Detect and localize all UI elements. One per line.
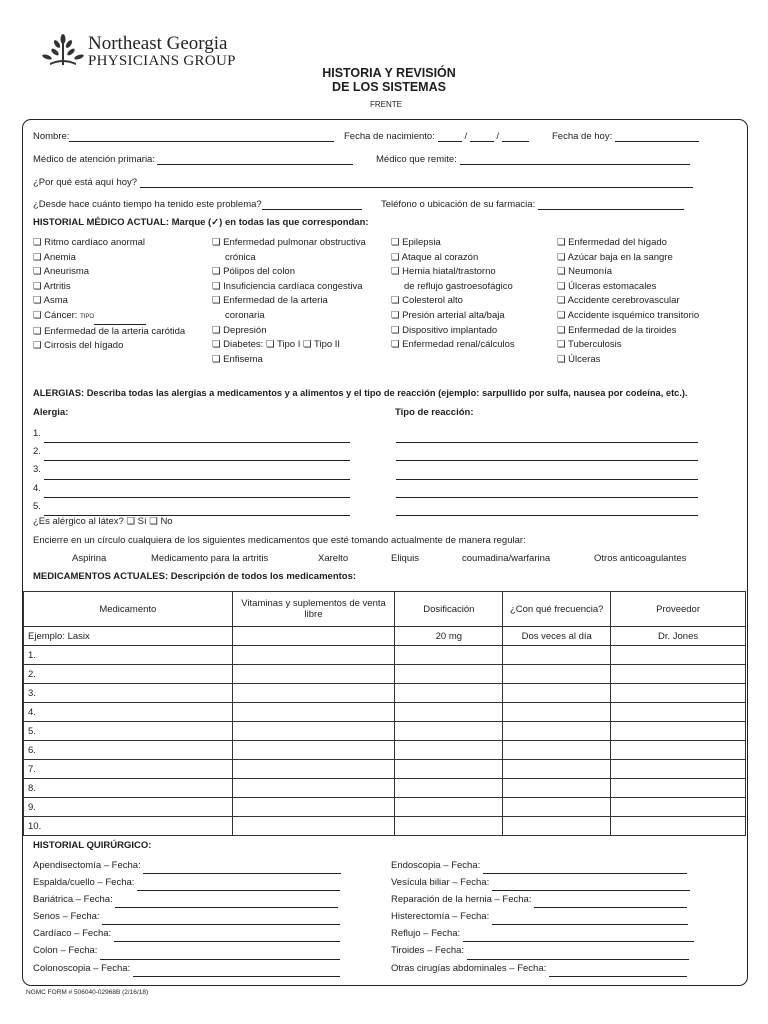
history-item[interactable]: ❏ Cirrosis del hígado <box>33 339 185 354</box>
history-item[interactable]: ❏ Ataque al corazón <box>391 251 515 266</box>
history-item[interactable]: ❏ Azúcar baja en la sangre <box>557 251 699 266</box>
table-row[interactable] <box>24 646 746 665</box>
row-number: 6. <box>24 741 233 760</box>
table-cell[interactable] <box>611 684 746 703</box>
row-number: 9. <box>24 798 233 817</box>
table-cell: Dr. Jones <box>611 627 746 646</box>
allergies-title: ALERGIAS: Describa todas las alergias a medicamentos y a alimentos y el tipo de reacción (ejemplo: sarpullido por sulfa, nausea por codeína, etc.). <box>33 388 688 398</box>
history-item[interactable]: ❏ Enfermedad de la arteria <box>212 294 366 309</box>
history-item[interactable]: ❏ Ritmo cardíaco anormal <box>33 236 185 251</box>
history-item[interactable]: ❏ Depresión <box>212 324 366 339</box>
history-item[interactable]: ❏ Enfermedad renal/cálculos <box>391 338 515 353</box>
table-row[interactable] <box>24 798 746 817</box>
table-cell[interactable] <box>503 646 611 665</box>
allergy-lines <box>33 425 350 516</box>
history-item-diabetes[interactable]: ❏ Diabetes: ❏ Tipo I ❏ Tipo II <box>212 338 366 353</box>
table-cell[interactable] <box>503 817 611 836</box>
history-item[interactable]: ❏ Insuficiencia cardíaca congestiva <box>212 280 366 295</box>
table-cell[interactable] <box>611 665 746 684</box>
table-cell[interactable] <box>232 760 395 779</box>
table-cell[interactable] <box>503 741 611 760</box>
history-item[interactable]: ❏ Úlceras estomacales <box>557 280 699 295</box>
allergy-row[interactable]: 5. <box>33 498 350 516</box>
allergy-row[interactable]: 2. <box>33 443 350 461</box>
surgical-left <box>33 857 341 977</box>
med-option[interactable]: Otros anticoagulantes <box>594 553 687 564</box>
table-cell <box>232 627 395 646</box>
col-header: Vitaminas y suplementos de venta libre <box>232 592 395 627</box>
history-col4 <box>557 236 699 367</box>
history-item[interactable]: ❏ Asma <box>33 294 185 309</box>
med-option[interactable]: Eliquis <box>391 553 419 564</box>
latex-yes-checkbox[interactable]: ❏ Sí <box>126 516 146 527</box>
row-number: 3. <box>24 684 233 703</box>
history-item[interactable]: ❏ Neumonía <box>557 265 699 280</box>
table-cell[interactable] <box>395 741 503 760</box>
dob-label: Fecha de nacimiento: <box>344 131 435 142</box>
history-item[interactable]: ❏ Aneurisma <box>33 265 185 280</box>
table-cell[interactable] <box>232 741 395 760</box>
table-row-example <box>24 627 746 646</box>
allergy-row[interactable]: 1. <box>33 425 350 443</box>
table-row[interactable] <box>24 722 746 741</box>
row-number: 1. <box>24 646 233 665</box>
history-item[interactable]: ❏ Accidente cerebrovascular <box>557 294 699 309</box>
row-number: 4. <box>24 703 233 722</box>
table-cell[interactable] <box>503 722 611 741</box>
surgery-field[interactable]: Vesícula biliar – Fecha: <box>391 874 694 891</box>
table-cell[interactable] <box>503 703 611 722</box>
history-item[interactable]: ❏ Colesterol alto <box>391 294 515 309</box>
row-number: 10. <box>24 817 233 836</box>
table-cell[interactable] <box>395 779 503 798</box>
reaction-row[interactable] <box>396 498 698 516</box>
col-header: Dosificación <box>395 592 503 627</box>
circle-instructions: Encierre en un círculo cualquiera de los siguientes medicamentos que esté tomando actualmente de manera regular: <box>33 535 526 546</box>
pharmacy-field[interactable] <box>381 199 684 210</box>
allergy-row[interactable]: 4. <box>33 480 350 498</box>
surgery-field[interactable]: Espalda/cuello – Fecha: <box>33 874 341 891</box>
history-item[interactable]: ❏ Epilepsia <box>391 236 515 251</box>
table-cell: 20 mg <box>395 627 503 646</box>
history-col3 <box>391 236 515 353</box>
surgery-field[interactable]: Senos – Fecha: <box>33 908 341 925</box>
history-item[interactable]: ❏ Dispositivo implantado <box>391 324 515 339</box>
row-number: 8. <box>24 779 233 798</box>
diabetes-type2-checkbox[interactable]: ❏ Tipo II <box>303 339 340 350</box>
med-option[interactable]: Aspirina <box>72 553 107 564</box>
how-long-field[interactable] <box>33 199 362 210</box>
table-cell[interactable] <box>232 665 395 684</box>
reaction-row[interactable] <box>396 425 698 443</box>
table-cell: Ejemplo: Lasix <box>24 627 233 646</box>
table-cell[interactable] <box>395 798 503 817</box>
history-item[interactable]: ❏ Hernia hiatal/trastorno <box>391 265 515 280</box>
surgery-field[interactable]: Cardíaco – Fecha: <box>33 925 341 942</box>
history-item-cancer[interactable]: ❏ Cáncer: TIPO <box>33 309 185 325</box>
table-cell[interactable] <box>232 684 395 703</box>
allergy-col-header: Alergia: <box>33 407 69 418</box>
table-cell[interactable] <box>611 779 746 798</box>
med-option[interactable]: Medicamento para la artritis <box>151 553 269 564</box>
table-cell[interactable] <box>611 760 746 779</box>
table-cell[interactable] <box>503 684 611 703</box>
table-cell[interactable] <box>611 703 746 722</box>
history-title: HISTORIAL MÉDICO ACTUAL: Marque (✓) en todas las que correspondan: <box>33 217 369 228</box>
history-item[interactable]: ❏ Artritis <box>33 280 185 295</box>
pcp-label: Médico de atención primaria: <box>33 154 155 165</box>
reaction-row[interactable] <box>396 480 698 498</box>
table-cell[interactable] <box>503 665 611 684</box>
diabetes-type1-checkbox[interactable]: ❏ Tipo I <box>266 339 300 350</box>
surgery-field[interactable]: Otras cirugías abdominales – Fecha: <box>391 960 694 977</box>
logo-line2: PHYSICIANS GROUP <box>88 53 236 69</box>
table-row[interactable] <box>24 741 746 760</box>
surgery-field[interactable]: Histerectomía – Fecha: <box>391 908 694 925</box>
table-cell[interactable] <box>395 646 503 665</box>
history-item[interactable]: ❏ Accidente isquémico transitorio <box>557 309 699 324</box>
table-cell[interactable] <box>232 722 395 741</box>
surgery-field[interactable]: Apendisectomía – Fecha: <box>33 857 341 874</box>
table-cell: Dos veces al día <box>503 627 611 646</box>
surgery-field[interactable]: Endoscopia – Fecha: <box>391 857 694 874</box>
med-option[interactable]: Xarelto <box>318 553 349 564</box>
table-cell[interactable] <box>611 646 746 665</box>
reaction-row[interactable] <box>396 443 698 461</box>
referring-field[interactable] <box>376 154 690 165</box>
reaction-row[interactable] <box>396 461 698 479</box>
today-label: Fecha de hoy: <box>552 131 613 142</box>
today-field[interactable] <box>552 131 699 142</box>
allergy-row[interactable]: 3. <box>33 461 350 479</box>
table-row[interactable] <box>24 760 746 779</box>
table-row[interactable] <box>24 684 746 703</box>
latex-no-checkbox[interactable]: ❏ No <box>149 516 172 527</box>
history-col2 <box>212 236 366 367</box>
col-header: Proveedor <box>611 592 746 627</box>
history-item[interactable]: ❏ Presión arterial alta/baja <box>391 309 515 324</box>
pcp-field[interactable] <box>33 154 353 165</box>
why-label: ¿Por qué está aquí hoy? <box>33 177 138 188</box>
surgery-field[interactable]: Tiroides – Fecha: <box>391 942 694 959</box>
history-item[interactable]: ❏ Enfermedad pulmonar obstructiva <box>212 236 366 251</box>
history-item[interactable]: ❏ Úlceras <box>557 353 699 368</box>
history-item[interactable]: ❏ Tuberculosis <box>557 338 699 353</box>
col-header: Medicamento <box>24 592 233 627</box>
dob-field[interactable]: Fecha de nacimiento: / / <box>344 131 529 142</box>
table-cell[interactable] <box>232 779 395 798</box>
history-item[interactable]: ❏ Anemia <box>33 251 185 266</box>
table-cell[interactable] <box>395 722 503 741</box>
table-cell[interactable] <box>611 722 746 741</box>
pharmacy-label: Teléfono o ubicación de su farmacia: <box>381 199 536 210</box>
table-cell[interactable] <box>232 798 395 817</box>
surgery-field[interactable]: Bariátrica – Fecha: <box>33 891 341 908</box>
table-cell[interactable] <box>395 817 503 836</box>
table-cell[interactable] <box>232 817 395 836</box>
table-cell[interactable] <box>503 779 611 798</box>
page-side-label: FRENTE <box>370 100 402 109</box>
page-title: HISTORIA Y REVISIÓN DE LOS SISTEMAS <box>322 66 456 94</box>
logo-line1: Northeast Georgia <box>88 33 228 54</box>
surgical-right <box>391 857 694 977</box>
table-cell[interactable] <box>395 684 503 703</box>
row-number: 5. <box>24 722 233 741</box>
table-cell[interactable] <box>503 760 611 779</box>
col-header: ¿Con qué frecuencia? <box>503 592 611 627</box>
name-field[interactable] <box>33 131 334 142</box>
table-cell[interactable] <box>232 646 395 665</box>
history-item[interactable]: ❏ Enfermedad de la tiroides <box>557 324 699 339</box>
table-cell[interactable] <box>395 760 503 779</box>
med-option[interactable]: coumadina/warfarina <box>462 553 551 564</box>
history-item[interactable]: ❏ Enfermedad del hígado <box>557 236 699 251</box>
table-cell[interactable] <box>232 703 395 722</box>
table-row[interactable] <box>24 703 746 722</box>
table-cell[interactable] <box>395 665 503 684</box>
table-cell[interactable] <box>395 703 503 722</box>
surgical-title: HISTORIAL QUIRÚRGICO: <box>33 840 152 851</box>
surgery-field[interactable]: Colon – Fecha: <box>33 942 341 959</box>
surgery-field[interactable]: Colonoscopia – Fecha: <box>33 960 341 977</box>
referring-label: Médico que remite: <box>376 154 457 165</box>
current-meds-title: MEDICAMENTOS ACTUALES: Descripción de todos los medicamentos: <box>33 571 357 582</box>
history-col1 <box>33 236 185 354</box>
history-item[interactable]: ❏ Pólipos del colon <box>212 265 366 280</box>
table-cell[interactable] <box>503 798 611 817</box>
table-row[interactable] <box>24 665 746 684</box>
form-number: NGMC FORM # 506040-02968B (2/16/18) <box>26 989 149 996</box>
table-cell[interactable] <box>611 817 746 836</box>
reaction-col-header: Tipo de reacción: <box>395 407 474 418</box>
reaction-lines <box>396 425 698 516</box>
table-row[interactable] <box>24 779 746 798</box>
medications-table <box>23 591 746 836</box>
history-item[interactable]: ❏ Enfermedad de la arteria carótida <box>33 325 185 340</box>
history-item[interactable]: ❏ Enfisema <box>212 353 366 368</box>
why-field[interactable] <box>33 177 693 188</box>
table-cell[interactable] <box>611 798 746 817</box>
history-item-cont: de reflujo gastroesofágico <box>404 280 513 292</box>
row-number: 7. <box>24 760 233 779</box>
surgery-field[interactable]: Reparación de la hernia – Fecha: <box>391 891 694 908</box>
history-item-cont: coronaria <box>225 309 265 321</box>
how-long-label: ¿Desde hace cuánto tiempo ha tenido este problema? <box>33 199 262 210</box>
history-item-cont: crónica <box>225 251 256 263</box>
surgery-field[interactable]: Reflujo – Fecha: <box>391 925 694 942</box>
table-row[interactable] <box>24 817 746 836</box>
row-number: 2. <box>24 665 233 684</box>
name-label: Nombre: <box>33 131 70 142</box>
latex-question: ¿Es alérgico al látex? ❏ Sí ❏ No <box>33 516 173 527</box>
table-header-row <box>24 592 746 627</box>
table-cell[interactable] <box>611 741 746 760</box>
